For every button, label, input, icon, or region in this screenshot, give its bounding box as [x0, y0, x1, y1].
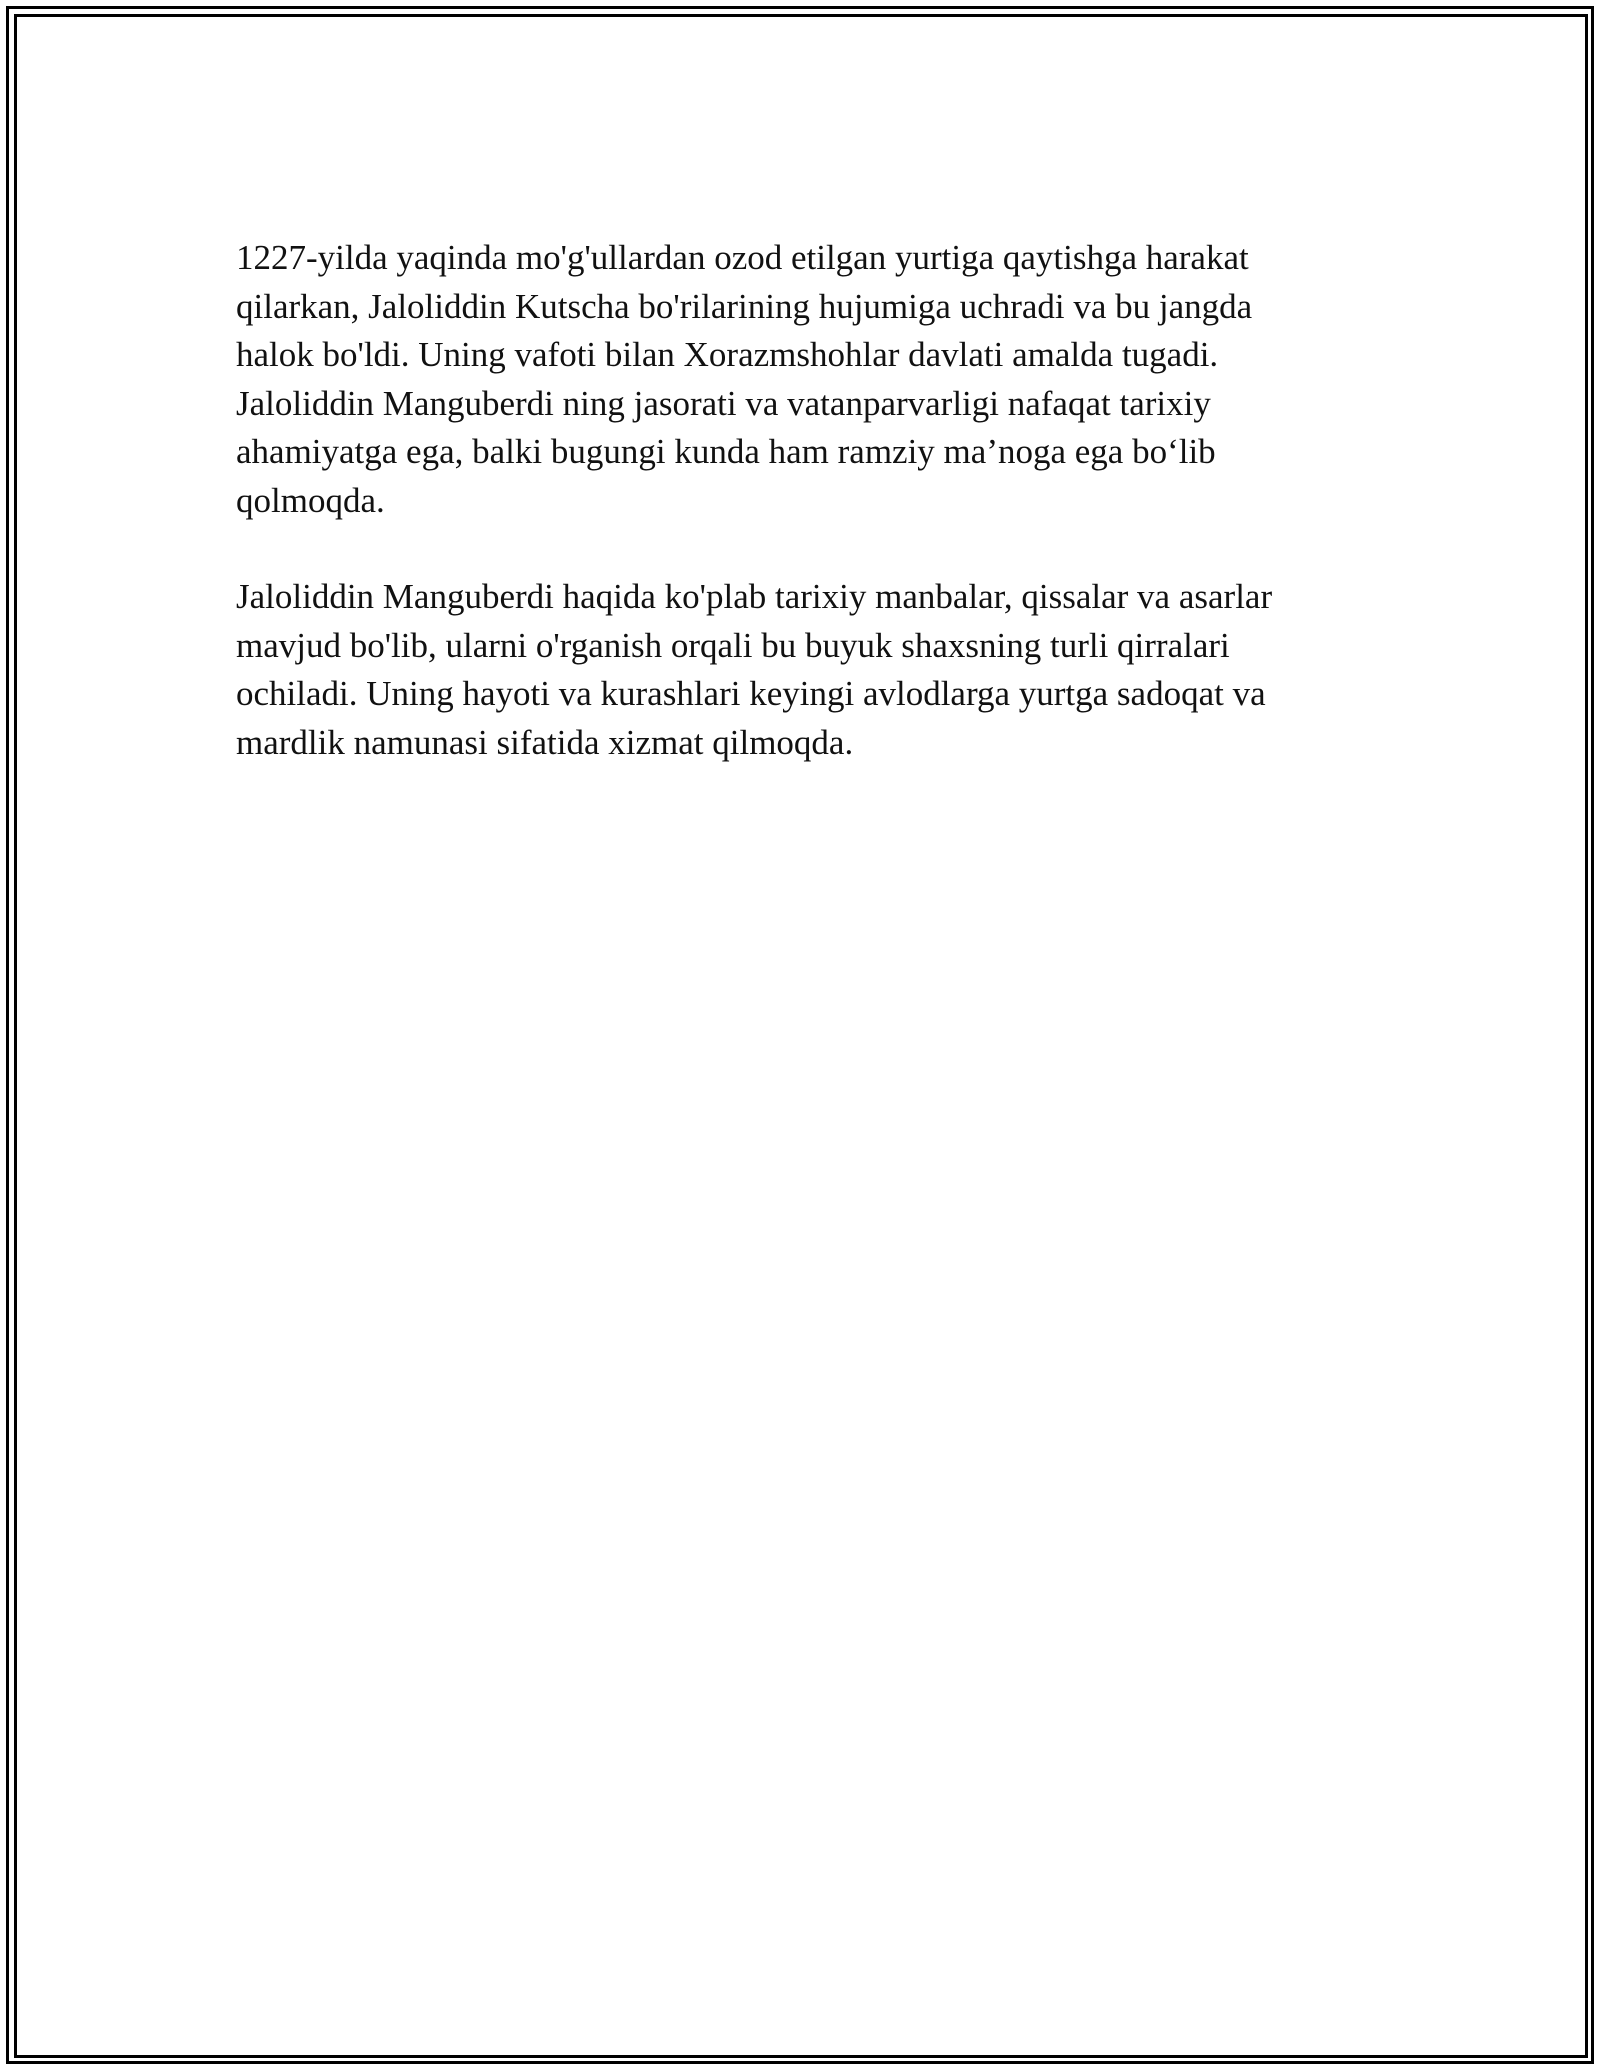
paragraph-2: Jaloliddin Manguberdi haqida ko'plab tarixiy manbalar, qissalar va asarlar mavjud bo'lib, ularni o'rganish orqali bu buyuk shaxsning turli qirralari ochiladi. Uning hayoti va kurashlari keyingi avlodlarga yurtga sadoqat va mardlik namunasi sifatida xizmat qilmoqda. [236, 577, 1273, 762]
paragraph-1: 1227-yilda yaqinda mo'g'ullardan ozod etilgan yurtiga qaytishga harakat qilarkan, Jaloliddin Kutscha bo'rilarining hujumiga uchradi va bu jangda halok bo'ldi. Uning vafoti bilan Xorazmshohlar davlati amalda tugadi. Jaloliddin Manguberdi ning jasorati va vatanparvarligi nafaqat tarixiy ahamiyatga ega, balki bugungi kunda ham ramziy ma’noga ega bo‘lib qolmoqda. [236, 238, 1253, 520]
document-body [236, 234, 1356, 815]
